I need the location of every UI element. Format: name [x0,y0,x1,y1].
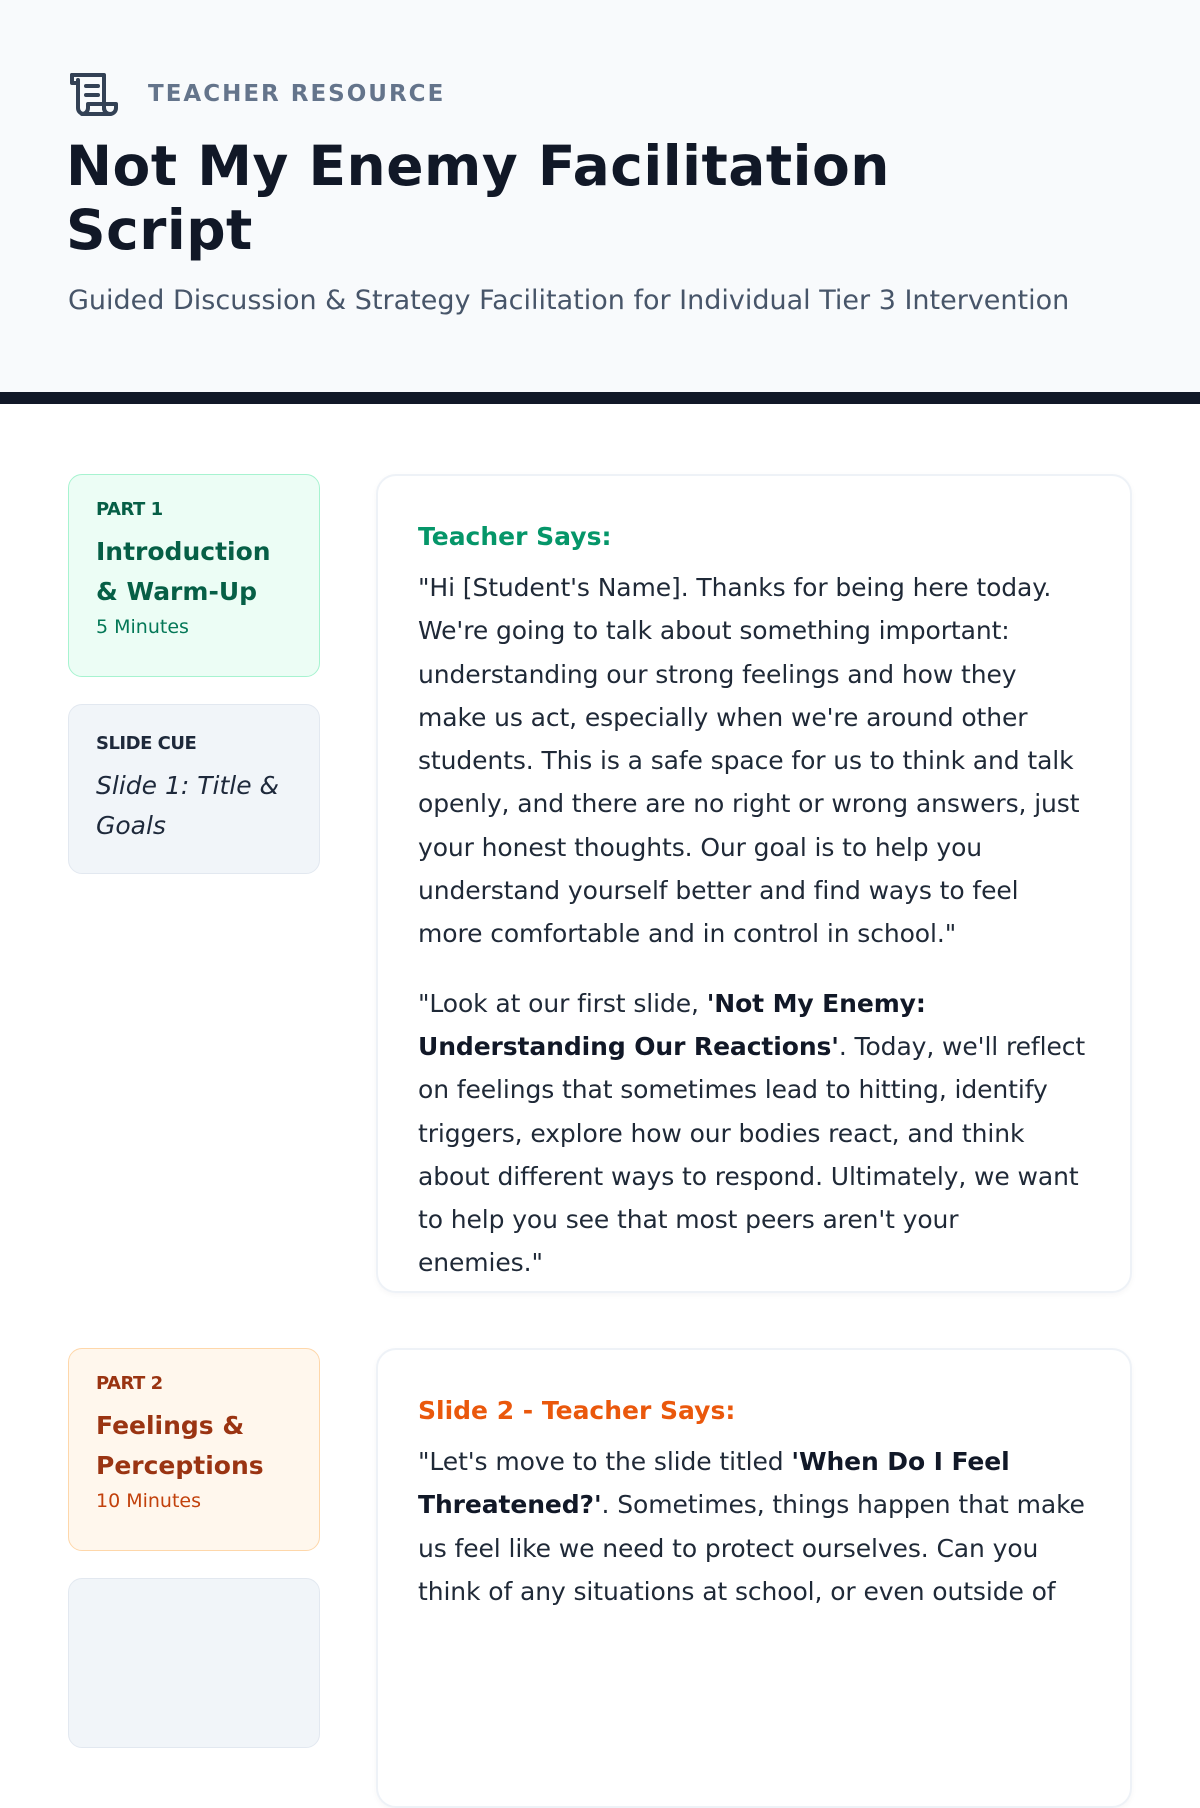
part-label: PART 2 [96,1373,163,1394]
page-header [0,0,1200,404]
slide-cue-title: Slide 1: Title & Goals [96,771,280,840]
part-label: PART 1 [96,499,163,520]
script-text: . Today, we'll reflect on feelings that sometimes lead to hitting, identify triggers, explore how our bodies react, and think about different ways to respond. Ultimately, we want to help you see that most peers aren't your enemies." [418,1031,1086,1278]
script-heading: Slide 2 - Teacher Says: [418,1396,736,1425]
slide-cue-card [68,704,320,874]
eyebrow-row [68,70,445,118]
script-text: "Look at our first slide, [418,988,707,1018]
script-card-part-1 [376,474,1132,1293]
slide-cue-card [68,1578,320,1748]
script-text: "Let's move to the slide titled [418,1447,792,1476]
part-1-card [68,474,320,677]
eyebrow-label: TEACHER RESOURCE [148,81,446,107]
script-heading: Teacher Says: [418,522,612,551]
scroll-icon [68,70,118,118]
script-text: . Sometimes, things happen that make us feel like we need to protect ourselves. Can you think of any situations at school, or even outside of [418,1490,1085,1606]
part-duration: 5 Minutes [96,616,189,638]
page-subtitle: Guided Discussion & Strategy Facilitation for Individual Tier 3 Intervention [68,285,1070,316]
part-title: Introduction & Warm-Up [96,537,271,606]
script-paragraph [418,982,1090,1285]
page-title: Not My Enemy Facilitation Script [66,134,890,262]
script-paragraph: "Hi [Student's Name]. Thanks for being here today. We're going to talk about something important: understanding our strong feelings and how they make us act, especially when we're around other students. This is a safe space for us to think and talk openly, and there are no right or wrong answers, just your honest thoughts. Our goal is to help you understand yourself better and find ways to feel more comfortable and in control in school." [418,573,1080,949]
part-2-card [68,1348,320,1551]
script-paragraph [418,1440,1090,1613]
part-duration: 10 Minutes [96,1490,202,1512]
slide-cue-label: SLIDE CUE [96,733,197,754]
slide-title-emphasis: 'When Do I Feel Threatened?' [418,1447,1010,1520]
part-title: Feelings & Perceptions [96,1411,264,1480]
slide-title-emphasis: 'Not My Enemy: Understanding Our Reactions' [418,988,926,1061]
script-card-part-2 [376,1348,1132,1808]
